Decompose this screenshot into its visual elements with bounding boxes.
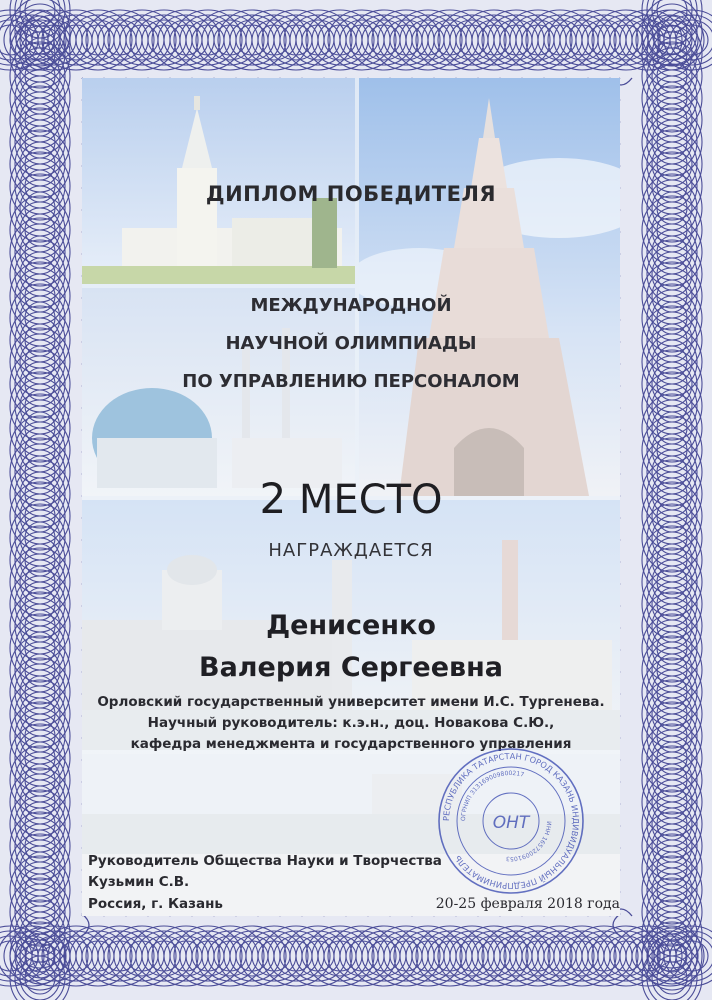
signatory-name: Кузьмин С.В. — [88, 874, 190, 890]
seal-inn: ИНН 165720091053 — [505, 820, 553, 863]
department-line: кафедра менеджмента и государственного управления — [130, 736, 572, 752]
place-number: 2 — [259, 474, 287, 523]
seal-monogram: ОНТ — [492, 813, 530, 833]
subtitle-line-2: НАУЧНОЙ ОЛИМПИАДЫ — [225, 333, 477, 354]
seal-ring-text: РЕСПУБЛИКА ТАТАРСТАН ГОРОД КАЗАНЬ ИНДИВИДУАЛЬНЫЙ ПРЕДПРИНИМАТЕЛЬ — [440, 750, 582, 892]
organization-seal — [436, 746, 586, 896]
subtitle-line-1: МЕЖДУНАРОДНОЙ — [250, 295, 452, 316]
event-dates: 20-25 февраля 2018 года — [435, 896, 620, 912]
issue-location: Россия, г. Казань — [88, 896, 223, 912]
recipient-surname: Денисенко — [266, 610, 436, 641]
subtitle-line-3: ПО УПРАВЛЕНИЮ ПЕРСОНАЛОМ — [182, 371, 520, 392]
diploma-title: ДИПЛОМ ПОБЕДИТЕЛЯ — [205, 182, 497, 206]
place-award — [82, 474, 620, 523]
seal-ogrn: ОГРНИП 313169009800217 — [459, 769, 525, 822]
university-line: Орловский государственный университет имени И.С. Тургенева. — [97, 694, 605, 710]
signatory-position: Руководитель Общества Науки и Творчества — [88, 853, 442, 869]
awarded-label: НАГРАЖДАЕТСЯ — [268, 540, 434, 561]
supervisor-line: Научный руководитель: к.э.н., доц. Новакова С.Ю., — [147, 715, 555, 731]
recipient-given-names: Валерия Сергеевна — [198, 652, 503, 683]
place-word: МЕСТО — [298, 477, 443, 523]
